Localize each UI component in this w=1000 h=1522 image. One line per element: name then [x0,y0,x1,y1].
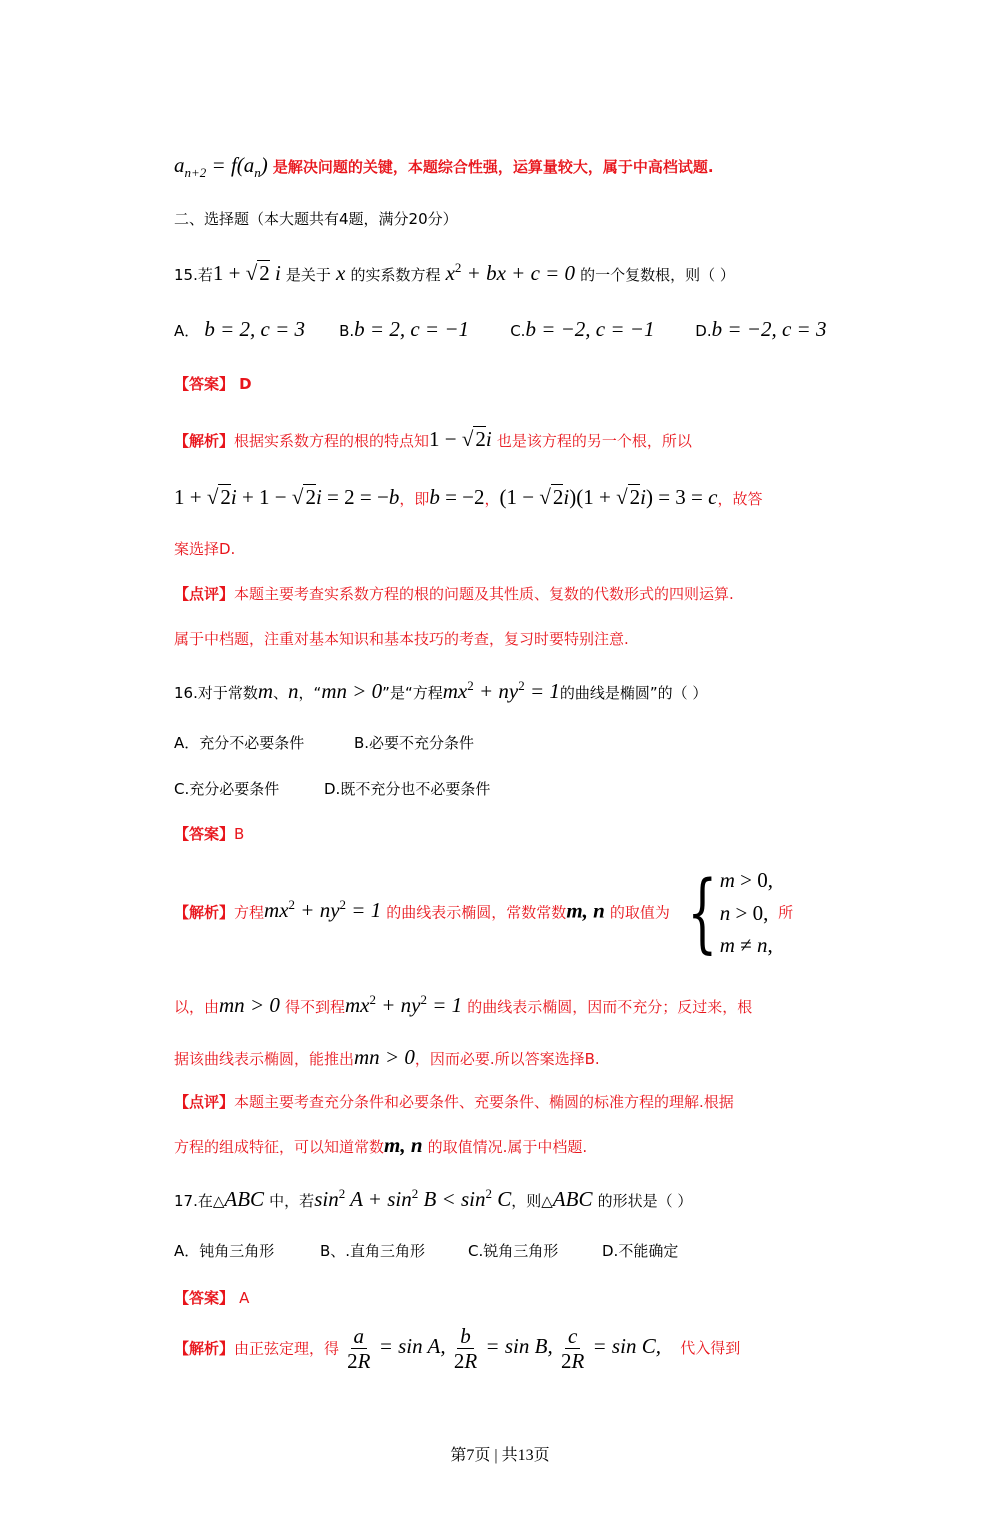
intro-line [174,152,714,182]
q15-option-c: C.b = −2, c = −1 [510,317,655,341]
q15-answer: 【答案】 D [174,375,252,393]
q17-answer: 【答案】 A [174,1289,250,1307]
q16-analysis-line2: 以，由mn > 0 得不到程$mx^2 + ny^2 = 1$ 的曲线表示椭圆，因而不充分；反过来，根 [174,992,753,1017]
q17-option-c: C.锐角三角形 [468,1242,559,1260]
q15-option-d: D.b = −2, c = 3 [695,317,827,341]
q17-option-b: B、.直角三角形 [320,1242,426,1260]
q15-comment-line1: 【点评】本题主要考查实系数方程的根的问题及其性质、复数的代数形式的四则运算. [174,585,734,603]
q15-analysis-line3: 案选择D. [174,540,236,558]
q17-stem: 17.在△ABC 中，若$\sin^2 A + \sin^2 B < \sin^2 C$，则△ABC 的形状是（ ） [174,1186,693,1211]
q16-analysis-line3: 据该曲线表示椭圆，能推出mn > 0，因而必要.所以答案选择B. [174,1045,600,1069]
intro-text: 是解决问题的关键，本题综合性强，运算量较大，属于中高档试题. [272,158,714,176]
q15-option-b: B.b = 2, c = −1 [339,317,469,341]
section-header: 二、选择题（本大题共有4题，满分20分） [174,210,458,228]
q17-options [174,1242,678,1262]
q15-analysis-line2: 1 + √2i + 1 − √2i = 2 = −b，即b = −2，(1 − √2i)(1 + √2i) = 3 = c，故答 [174,485,763,509]
q15-analysis-line1: 【解析】根据实系数方程的根的特点知1 − √2i 也是该方程的另一个根，所以 [174,427,692,451]
q16-comment-line1: 【点评】本题主要考查充分条件和必要条件、充要条件、椭圆的标准方程的理解.根据 [174,1093,734,1111]
q16-answer: 【答案】B [174,825,245,843]
q16-comment-line2: 方程的组成特征，可以知道常数m, n 的取值情况.属于中档题. [174,1133,588,1157]
q16-conditions: { m > 0, n > 0, m ≠ n, [687,862,774,963]
q16-option-c: C.充分必要条件 [174,780,280,798]
q16-options-row1 [174,734,474,754]
page-footer: 第7页 | 共13页 [450,1447,550,1464]
q16-option-d: D.既不充分也不必要条件 [324,780,491,798]
q17-option-d: D.不能确定 [602,1242,679,1260]
q15-comment-line2: 属于中档题，注重对基本知识和基本技巧的考查，复习时要特别注意. [174,630,629,648]
intro-math: $a_{n+2} = f(a_n)$ [174,153,268,181]
q17-analysis: 【解析】由正弦定理，得 $\frac{a}{2R}$ = sin A, $\frac{b}{2R}$ = sin B, $\frac{c}{2R}$ = sin C, 代入得到 [174,1324,741,1374]
q16-options-row2 [174,780,490,800]
q16-option-a: A．充分不必要条件 [174,734,305,752]
q16-stem: 16.对于常数m、n，“mn > 0”是“方程$mx^2 + ny^2 = 1$的曲线是椭圆”的（ ） [174,678,708,703]
q17-option-a: A．钝角三角形 [174,1242,275,1260]
q15-stem: 15.若1 + √2 i 是关于 x 的实系数方程 $x^2$ + bx + c = 0 的一个复数根，则（ ） [174,260,735,285]
q16-option-b: B.必要不充分条件 [354,734,475,752]
q15-options [174,316,826,343]
q15-option-a: A． b = 2, c = 3 [174,317,306,341]
q16-analysis-line1: 【解析】方程$mx^2 + ny^2 = 1$ 的曲线表示椭圆，常数常数m, n 的取值为 { m > 0, n > 0, m ≠ n, 所 [174,862,794,963]
